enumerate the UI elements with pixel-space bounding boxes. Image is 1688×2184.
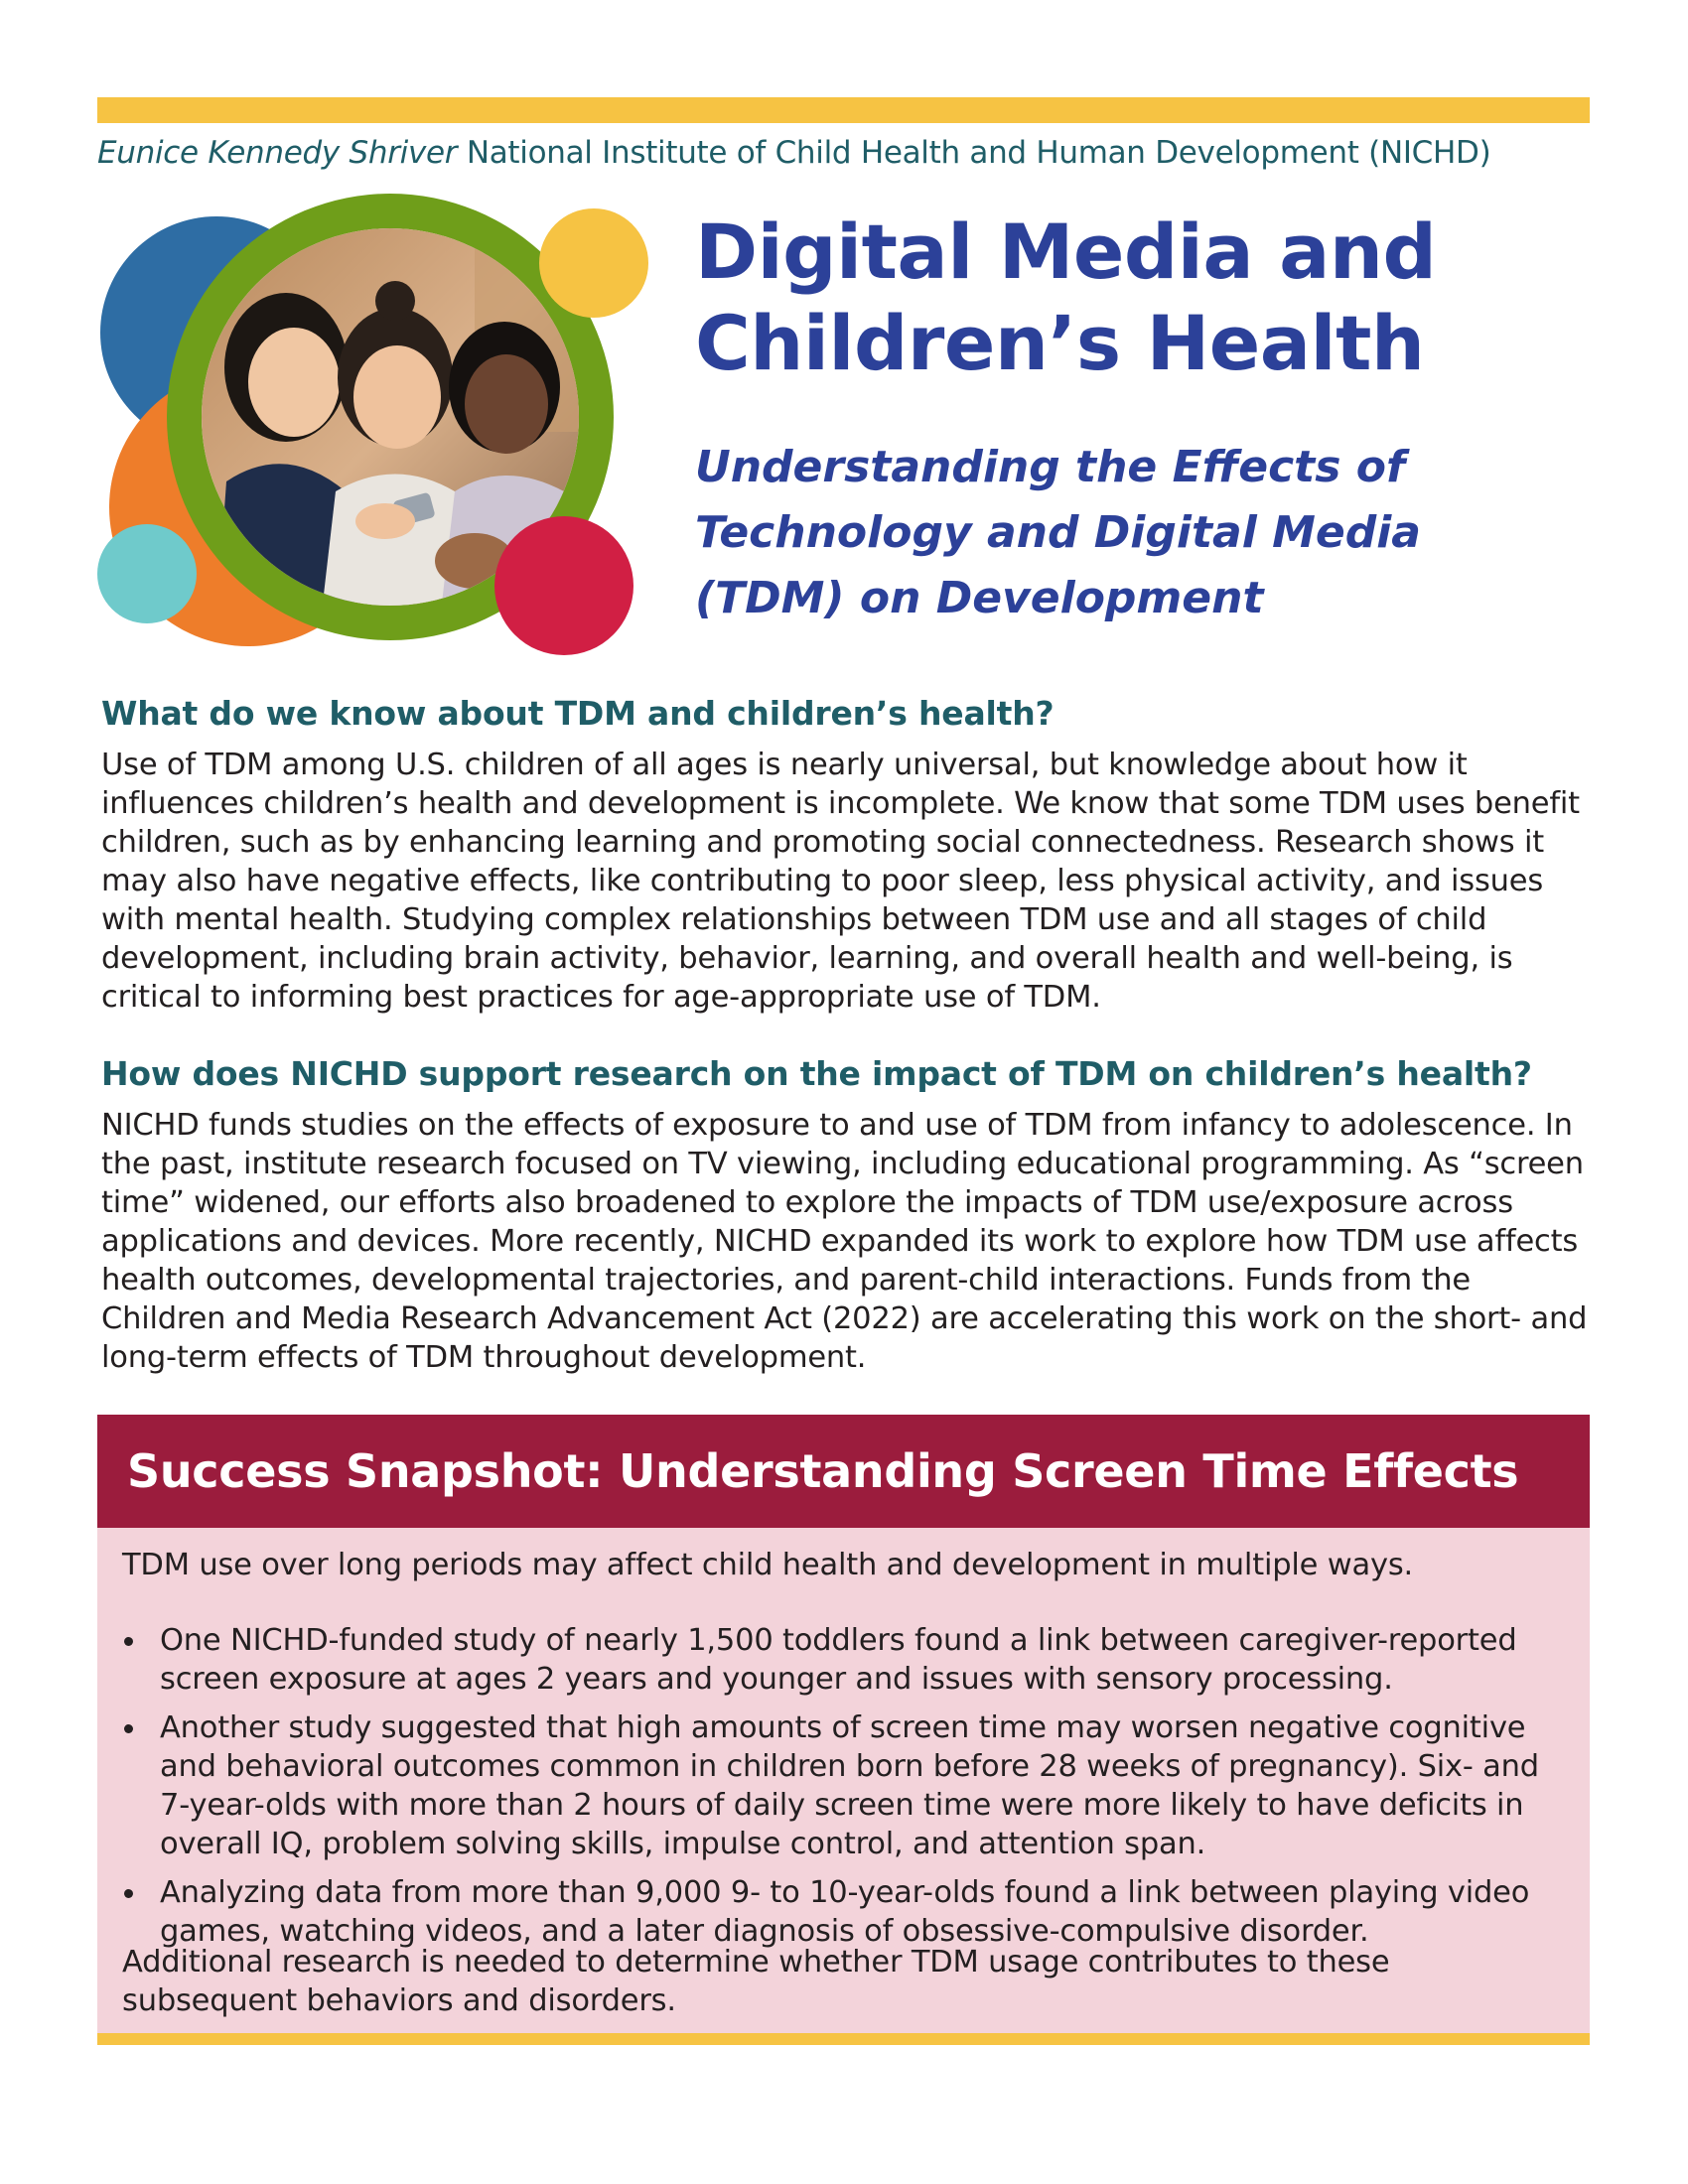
hero-image [97,194,673,670]
snapshot-intro: TDM use over long periods may affect child health and development in multiple ways. [122,1548,1414,1582]
teal-circle-decoration [97,524,197,623]
section-heading-what-we-know: What do we know about TDM and children’s health? [101,694,1055,733]
snapshot-bullet-list [122,1621,1562,1961]
section-body-nichd-support: NICHD funds studies on the effects of exposure to and use of TDM from infancy to adolescence. In the past, institute research focused on TV viewing, including educational programming. As “screen time” widened, our efforts also broadened to explore the impacts of TDM use/exposure across applications and devices. More recently, NICHD expanded its work to explore how TDM use affects health outcomes, developmental trajectories, and parent-child interactions. Funds from the Children and Media Research Advancement Act (2022) are accelerating this work on the short- and long-term effects of TDM throughout development. [101,1108,1588,1375]
snapshot-bullet: Another study suggested that high amounts of screen time may worsen negative cognitive and behavioral outcomes common in children born before 28 weeks of pregnancy). Six- and 7-year-olds with more than 2 hours of daily screen time were more likely to have deficits in overall IQ, problem solving skills, impulse control, and attention span. [122,1708,1562,1863]
page-subtitle-line-1: Understanding the Effects of [695,442,1406,492]
yellow-circle-decoration [539,208,648,318]
snapshot-title: Success Snapshot: Understanding Screen Time Effects [127,1444,1519,1498]
bottom-accent-bar [97,2033,1590,2045]
page-subtitle [695,435,1450,631]
institute-name [97,131,1590,175]
page-subtitle-line-2: Technology and Digital Media [695,507,1421,558]
page-title-line-2: Children’s Health [695,299,1425,387]
snapshot-header [97,1415,1590,1528]
page-title-line-1: Digital Media and [695,207,1437,296]
institute-name-rest: National Institute of Child Health and Human Development (NICHD) [457,135,1491,171]
hero-illustration [97,194,673,670]
page-title [695,206,1569,389]
snapshot-box [97,1528,1590,2033]
section-heading-nichd-support: How does NICHD support research on the impact of TDM on children’s health? [101,1054,1532,1093]
snapshot-bullet: One NICHD-funded study of nearly 1,500 toddlers found a link between caregiver-reported screen exposure at ages 2 years and younger and issues with sensory processing. [122,1621,1562,1699]
page-subtitle-line-3: (TDM) on Development [695,573,1264,623]
snapshot-bullet: Analyzing data from more than 9,000 9- to 10-year-olds found a link between playing video games, watching videos, and a later diagnosis of obsessive-compulsive disorder. [122,1873,1562,1951]
red-circle-decoration [494,516,633,655]
institute-name-italic: Eunice Kennedy Shriver [97,135,458,171]
section-body-what-we-know: Use of TDM among U.S. children of all ages is nearly universal, but knowledge about how it influences children’s health and development is incomplete. We know that some TDM uses benefit children, such as by enhancing learning and promoting social connectedness. Research shows it may also have negative effects, like contributing to poor sleep, less physical activity, and issues with mental health. Studying complex relationships between TDM use and all stages of child development, including brain activity, behavior, learning, and overall health and well-being, is critical to informing best practices for age-appropriate use of TDM. [101,748,1580,1015]
snapshot-outro: Additional research is needed to determine whether TDM usage contributes to these subsequent behaviors and disorders. [122,1945,1390,2018]
top-accent-bar [97,97,1590,123]
